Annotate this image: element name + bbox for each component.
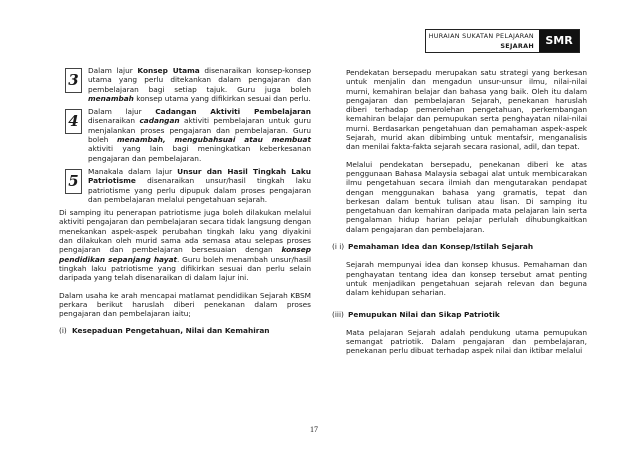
paragraph-integrated-approach: Pendekatan bersepadu merupakan satu strategi yang berkesan untuk menjalin dan mengadun unsur-unsur ilmu, nilai-nilai murni, kemahiran belajar dan bahasa yang baik. Oleh itu dalam pengajaran dan pembelajaran Sejarah, penekanan haruslah diberi terhadap pemerolehan pengetahuan, perkembangan kemahiran belajar dan pemupukan serta penghayatan nilai-nilai murni. Berdasarkan pengetahuan dan pemahaman aspek-aspek Sejarah, murid akan dibimbing untuk mentafsir, menganalisis dan menilai fakta-fakta sejarah secara rasional, adil, dan tepat. xyxy=(346,68,587,152)
heading-text: Pemahaman Idea dan Konsep/Istilah Sejarah xyxy=(348,242,534,252)
page-number: 17 xyxy=(310,425,318,434)
text-run: disenaraikan unsur/hasil tingkah laku patriotisme yang perlu dipupuk dalam proses pengajaran dan pembelajaran melalui pengetahuan sejarah. xyxy=(88,176,311,204)
heading-text: Pemupukan Nilai dan Sikap Patriotik xyxy=(348,309,500,319)
item-3 xyxy=(59,66,311,103)
text-run: Dalam lajur xyxy=(88,66,138,75)
left-column xyxy=(59,66,311,345)
paragraph-patriotism xyxy=(59,208,311,282)
item-number-box: 5 xyxy=(65,169,82,194)
item-5-text xyxy=(59,167,311,204)
heading-i xyxy=(59,326,311,335)
heading-ii xyxy=(332,242,587,251)
text-run: . Guru boleh menambah unsur/hasil tingkah laku patriotisme yang difikirkan sesuai dan perlu selain daripada yang telah disenaraikan di dalam lajur ini. xyxy=(59,254,312,283)
emphasis: menambah, mengubahsuai atau membuat xyxy=(117,135,311,145)
emphasis: menambah xyxy=(88,93,134,103)
text-run: aktiviti yang lain bagi meningkatkan keberkesanan pengajaran dan pembelajaran. xyxy=(88,144,311,163)
paragraph-concepts: Sejarah mempunyai idea dan konsep khusus. Pemahaman dan penghayatan tentang idea dan konsep tersebut amat penting untuk menjadikan pengetahuan sejarah relevan dan beguna dalam kehidupan seharian. xyxy=(346,260,587,298)
text-run: Dalam lajur xyxy=(88,107,156,117)
header-text xyxy=(426,30,537,52)
bold-term: Unsur dan Hasil Tingkah Laku Patriotisme xyxy=(88,166,311,186)
header-subject: SEJARAH xyxy=(500,42,534,50)
bold-term: Cadangan Aktiviti Pembelajaran xyxy=(155,107,311,117)
paragraph-patriotic-values: Mata pelajaran Sejarah adalah pendukung utama pemupukan semangat patriotik. Dalam pengajaran dan pembelajaran, penekanan perlu dibuat terhadap aspek nilai dan iktibar melalui xyxy=(346,327,587,356)
item-4 xyxy=(59,107,311,163)
right-column xyxy=(332,68,587,364)
text-run: aktiviti pembelajaran untuk guru menjalankan proses pengajaran dan pembelajaran. Guru boleh xyxy=(88,116,312,145)
item-number-box: 3 xyxy=(65,68,82,93)
section-header xyxy=(425,29,580,53)
paragraph-goals: Dalam usaha ke arah mencapai matlamat pendidikan Sejarah KBSM perkara berikut haruslah diberi penekanan dalam proses pengajaran dan pembelajaran iaitu; xyxy=(59,290,311,319)
heading-text: Kesepaduan Pengetahuan, Nilai dan Kemahiran xyxy=(72,326,270,336)
paragraph-language: Melalui pendekatan bersepadu, penekanan diberi ke atas penggunaan Bahasa Malaysia sebagai alat untuk membicarakan ilmu pengetahuan secara ilmiah dan mengutarakan pendapat dengan menggunakan bahasa yang gramatis, tepat dan berkesan dalam bentuk tulisan atau lisan. Di samping itu pengetahuan dan kemahiran daripada mata pelajaran lain serta pengalaman hidup harian pelajar perlulah dihubungkaitkan dalam pengajaran dan pembelajaran. xyxy=(346,159,587,234)
text-run: disenaraikan konsep-konsep utama yang perlu ditekankan dalam pengajaran dan pembelajaran bagi setiap tajuk. Guru juga boleh xyxy=(88,66,311,94)
item-5 xyxy=(59,167,311,204)
emphasis: konsep pendidikan sepanjang hayat xyxy=(59,245,311,264)
text-run: Manakala dalam lajur xyxy=(88,166,178,176)
emphasis: cadangan xyxy=(139,116,180,126)
smr-badge: SMR xyxy=(539,30,579,52)
item-3-text xyxy=(59,66,311,103)
item-4-text xyxy=(59,107,311,163)
heading-label: (i i) xyxy=(332,242,345,252)
heading-label: (iii) xyxy=(332,309,344,319)
heading-iii xyxy=(332,310,587,319)
bold-term: Konsep Utama xyxy=(137,66,200,75)
text-run: konsep utama yang difikirkan sesuai dan perlu. xyxy=(133,93,311,103)
header-title: HURAIAN SUKATAN PELAJARAN xyxy=(428,32,534,40)
text-run: Di samping itu penerapan patriotisme juga boleh dilakukan melalui aktiviti pengajaran dan pembelajaran secara tidak langsung dengan menekankan aspek-aspek perubahan tingkah laku yang diyakini dan dilakukan oleh murid sama ada semasa atau selepas proses pengajaran dan pembelajaran bersesuaian dengan xyxy=(59,208,311,255)
item-number-box: 4 xyxy=(65,109,82,134)
heading-label: (i) xyxy=(59,326,67,336)
text-run: disenaraikan xyxy=(88,116,140,126)
